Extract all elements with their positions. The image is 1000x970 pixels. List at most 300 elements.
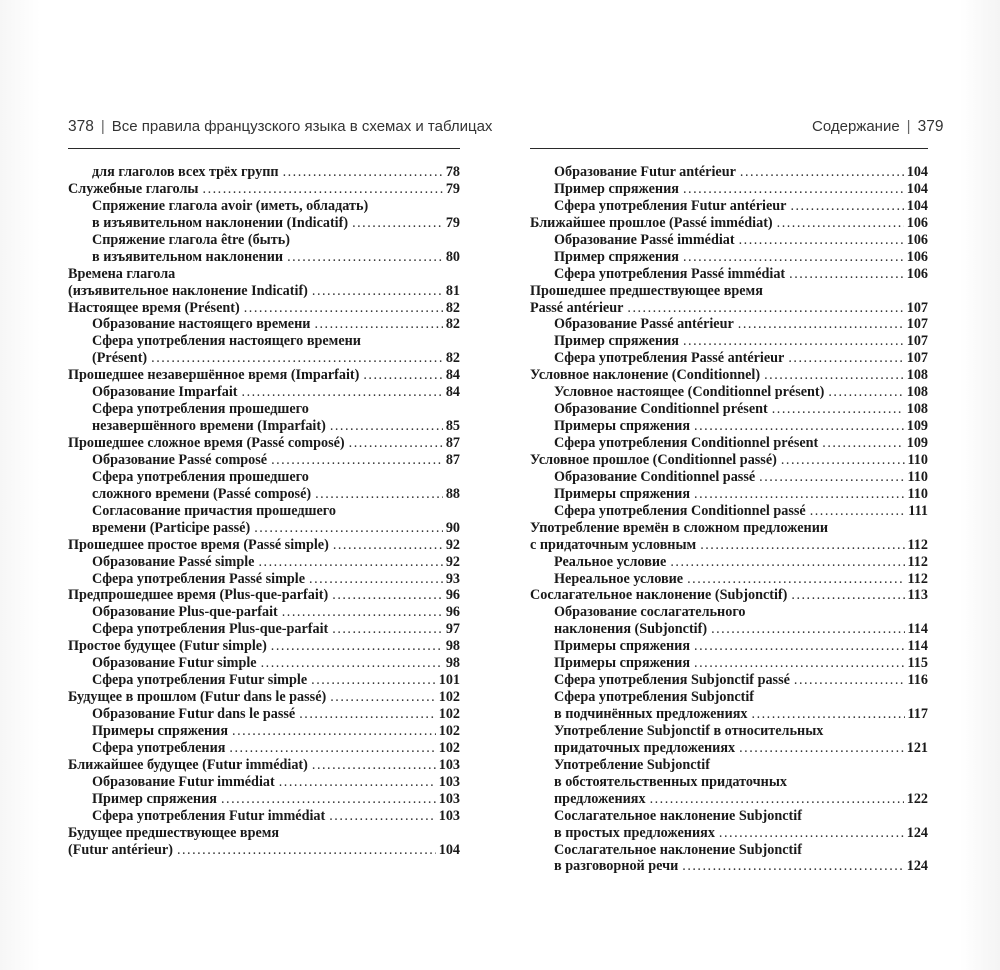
toc-entry-title: Образование сослагательного xyxy=(554,604,746,621)
toc-entry xyxy=(530,604,928,621)
toc-entry xyxy=(68,452,460,469)
toc-entry-page: 103 xyxy=(438,790,460,807)
toc-leader-dots xyxy=(790,198,903,215)
toc-entry xyxy=(530,350,928,367)
toc-entry xyxy=(68,757,460,774)
toc-entry-title: Сфера употребления Futur simple xyxy=(92,672,308,689)
toc-entry-title: Образование Passé composé xyxy=(92,451,268,468)
toc-leader-dots xyxy=(315,486,443,503)
toc-entry-page: 124 xyxy=(906,824,928,841)
toc-entry-page: 121 xyxy=(906,739,928,756)
toc-entry xyxy=(68,418,460,435)
toc-entry xyxy=(530,723,928,740)
toc-entry-title: в подчинённых предложениях xyxy=(554,706,748,722)
toc-leader-dots xyxy=(687,571,904,588)
toc-entry-title: Примеры спряжения xyxy=(554,418,691,435)
toc-leader-dots xyxy=(772,401,904,418)
toc-entry xyxy=(68,367,460,384)
toc-entry-title: Сослагательное наклонение (Subjonctif) xyxy=(530,587,788,604)
toc-entry-page: 102 xyxy=(438,689,460,706)
toc-entry xyxy=(530,689,928,706)
toc-entry-page: 80 xyxy=(445,248,460,265)
toc-entry xyxy=(68,554,460,571)
toc-entry-title: в простых предложениях xyxy=(554,824,715,841)
right-header-rule xyxy=(530,148,928,149)
toc-entry xyxy=(530,655,928,672)
toc-entry xyxy=(530,401,928,418)
toc-entry xyxy=(68,655,460,672)
toc-entry xyxy=(68,723,460,740)
toc-entry-title: (Futur antérieur) xyxy=(68,841,173,858)
toc-entry-page: 103 xyxy=(438,773,460,790)
header-separator: | xyxy=(100,118,105,135)
toc-entry xyxy=(68,621,460,638)
toc-entry-title: Образование настоящего времени xyxy=(92,316,311,333)
toc-entry-page: 96 xyxy=(445,587,460,604)
toc-entry-page: 115 xyxy=(907,655,928,672)
toc-entry xyxy=(530,757,928,774)
toc-leader-dots xyxy=(739,232,904,249)
toc-entry xyxy=(68,486,460,503)
toc-entry-page: 96 xyxy=(445,604,460,621)
toc-entry-page: 114 xyxy=(907,638,928,655)
toc-entry-title: Прошедшее незавершённое время (Imparfait) xyxy=(68,367,360,384)
toc-entry xyxy=(68,774,460,791)
toc-entry-page: 101 xyxy=(438,672,460,689)
toc-leader-dots xyxy=(777,215,904,232)
toc-entry xyxy=(68,537,460,554)
toc-leader-dots xyxy=(738,316,904,333)
toc-entry xyxy=(530,571,928,588)
toc-entry xyxy=(68,384,460,401)
toc-entry xyxy=(68,198,460,215)
toc-leader-dots xyxy=(694,486,904,503)
toc-entry-page: 104 xyxy=(438,841,460,858)
toc-entry-title: Образование Futur dans le passé xyxy=(92,706,296,722)
toc-entry xyxy=(68,249,460,266)
toc-entry-title: Сфера употребления Subjonctif xyxy=(554,689,755,706)
toc-entry xyxy=(68,825,460,842)
toc-entry-title: Образование Conditionnel présent xyxy=(554,401,768,418)
toc-entry-page: 92 xyxy=(445,536,460,553)
toc-entry xyxy=(530,638,928,655)
toc-entry-page: 107 xyxy=(906,350,928,367)
toc-leader-dots xyxy=(791,587,904,604)
toc-entry xyxy=(530,858,928,875)
toc-entry-title: Сфера употребления прошедшего xyxy=(92,401,309,418)
toc-entry-title: наклонения (Subjonctif) xyxy=(554,621,708,638)
toc-entry-title: Условное наклонение (Conditionnel) xyxy=(530,367,761,384)
toc-leader-dots xyxy=(329,808,435,825)
toc-entry-page: 98 xyxy=(445,655,460,672)
toc-entry-page: 82 xyxy=(445,316,460,333)
toc-leader-dots xyxy=(309,571,443,588)
toc-entry xyxy=(530,300,928,317)
toc-entry-page: 87 xyxy=(445,435,460,451)
toc-entry-title: Пример спряжения xyxy=(92,790,217,807)
toc-entry-title: (Présent) xyxy=(92,350,148,367)
toc-leader-dots xyxy=(330,689,436,706)
toc-entry-title: Предпрошедшее время (Plus-que-parfait) xyxy=(68,587,329,604)
toc-entry-page: 110 xyxy=(907,468,928,485)
toc-entry-page: 113 xyxy=(907,587,928,604)
toc-entry-title: в изъявительном наклонении xyxy=(92,248,284,265)
toc-entry xyxy=(68,401,460,418)
toc-entry xyxy=(530,520,928,537)
toc-leader-dots xyxy=(794,672,905,689)
toc-entry-title: Пример спряжения xyxy=(554,333,679,350)
toc-entry-title: Служебные глаголы xyxy=(68,180,199,197)
toc-entry-title: Образование Passé immédiat xyxy=(554,231,735,248)
toc-entry-page: 109 xyxy=(906,435,928,451)
toc-entry-page: 107 xyxy=(906,316,928,333)
toc-entry-title: Сфера употребления прошедшего xyxy=(92,468,309,485)
toc-entry-title: Сфера употребления Conditionnel présent xyxy=(554,435,819,451)
toc-entry-title: Будущее предшествующее время xyxy=(68,824,280,841)
toc-entry xyxy=(530,672,928,689)
toc-entry-page: 103 xyxy=(438,756,460,773)
toc-leader-dots xyxy=(694,638,904,655)
toc-entry-title: придаточных предложениях xyxy=(554,739,736,756)
toc-entry-title: Сфера употребления Passé simple xyxy=(92,570,306,587)
toc-entry-page: 84 xyxy=(445,367,460,384)
toc-entry-title: Сфера употребления Passé immédiat xyxy=(554,265,786,282)
toc-entry-page: 112 xyxy=(907,553,928,570)
toc-leader-dots xyxy=(349,435,443,452)
toc-entry-title: Примеры спряжения xyxy=(554,485,691,502)
toc-entry xyxy=(530,503,928,520)
toc-entry-title: Будущее в прошлом (Futur dans le passé) xyxy=(68,689,327,706)
toc-entry-title: Сфера употребления Futur immédiat xyxy=(92,807,326,824)
toc-entry xyxy=(530,418,928,435)
toc-leader-dots xyxy=(242,384,443,401)
toc-leader-dots xyxy=(670,554,904,571)
toc-entry xyxy=(530,266,928,283)
left-running-header xyxy=(68,118,492,140)
toc-entry xyxy=(68,503,460,520)
left-book-title: Все правила французского языка в схемах и таблицах xyxy=(111,118,493,135)
toc-leader-dots xyxy=(740,164,904,181)
toc-entry xyxy=(530,249,928,266)
toc-leader-dots xyxy=(810,503,906,520)
toc-entry xyxy=(530,774,928,791)
toc-entry-page: 104 xyxy=(906,180,928,197)
toc-leader-dots xyxy=(711,621,904,638)
toc-entry-page: 90 xyxy=(445,519,460,536)
toc-entry-title: Ближайшее прошлое (Passé immédiat) xyxy=(530,214,773,231)
toc-leader-dots xyxy=(781,452,905,469)
toc-entry-title: в изъявительном наклонении (Indicatif) xyxy=(92,214,349,231)
toc-entry xyxy=(68,740,460,757)
toc-entry-page: 108 xyxy=(906,384,928,401)
toc-entry-title: Согласование причастия прошедшего xyxy=(92,502,336,519)
toc-entry-title: Прошедшее сложное время (Passé composé) xyxy=(68,435,345,451)
toc-leader-dots xyxy=(352,215,443,232)
toc-entry-title: незавершённого времени (Imparfait) xyxy=(92,418,326,435)
toc-entry-page: 106 xyxy=(906,248,928,265)
toc-entry xyxy=(68,215,460,232)
toc-leader-dots xyxy=(739,740,904,757)
toc-entry xyxy=(530,791,928,808)
toc-leader-dots xyxy=(682,858,903,875)
toc-entry xyxy=(68,164,460,181)
toc-entry-title: Употребление Subjonctif xyxy=(554,756,710,773)
toc-entry-title: Образование Imparfait xyxy=(92,384,238,401)
toc-entry-title: Образование Futur simple xyxy=(92,655,257,672)
toc-leader-dots xyxy=(828,384,903,401)
toc-entry xyxy=(68,435,460,452)
toc-leader-dots xyxy=(764,367,904,384)
toc-entry-title: Спряжение глагола avoir (иметь, обладать) xyxy=(92,197,369,214)
toc-entry xyxy=(530,452,928,469)
toc-entry-page: 106 xyxy=(906,231,928,248)
toc-entry-title: времени (Participe passé) xyxy=(92,519,251,536)
right-section-title: Содержание xyxy=(812,118,900,135)
toc-entry xyxy=(530,164,928,181)
toc-leader-dots xyxy=(719,825,904,842)
toc-entry-title: Простое будущее (Futur simple) xyxy=(68,638,267,655)
toc-entry-title: Образование Plus-que-parfait xyxy=(92,604,278,621)
toc-entry xyxy=(530,384,928,401)
toc-entry xyxy=(530,740,928,757)
toc-entry xyxy=(530,333,928,350)
toc-entry-title: предложениях xyxy=(554,790,646,807)
toc-entry xyxy=(68,842,460,859)
toc-entry-page: 79 xyxy=(445,214,460,231)
toc-entry-title: Реальное условие xyxy=(554,553,667,570)
toc-entry xyxy=(530,215,928,232)
right-running-header xyxy=(812,118,943,140)
toc-entry-title: Пример спряжения xyxy=(554,180,679,197)
toc-entry-title: Нереальное условие xyxy=(554,570,684,587)
toc-entry-title: сложного времени (Passé composé) xyxy=(92,485,312,502)
toc-entry xyxy=(530,587,928,604)
toc-entry-page: 78 xyxy=(445,164,460,180)
toc-entry-title: Сфера употребления Plus-que-parfait xyxy=(92,621,329,638)
toc-entry xyxy=(530,469,928,486)
toc-entry-page: 114 xyxy=(907,621,928,638)
toc-leader-dots xyxy=(203,181,443,198)
toc-entry-title: Ближайшее будущее (Futur immédiat) xyxy=(68,756,308,773)
left-page-number: 378 xyxy=(68,118,94,135)
toc-entry-title: с придаточным условным xyxy=(530,536,697,553)
toc-entry-page: 122 xyxy=(906,790,928,807)
toc-leader-dots xyxy=(332,621,443,638)
toc-entry-page: 104 xyxy=(906,197,928,214)
toc-entry-title: Сфера употребления Futur antérieur xyxy=(554,197,787,214)
toc-entry-page: 108 xyxy=(906,401,928,418)
toc-entry xyxy=(68,316,460,333)
toc-entry-page: 111 xyxy=(908,502,928,519)
toc-entry-title: Употребление времён в сложном предложении xyxy=(530,519,829,536)
toc-entry xyxy=(68,706,460,723)
toc-leader-dots xyxy=(683,181,904,198)
toc-leader-dots xyxy=(261,655,443,672)
toc-leader-dots xyxy=(271,638,443,655)
toc-entry-title: Настоящее время (Présent) xyxy=(68,299,240,316)
toc-leader-dots xyxy=(700,537,904,554)
toc-entry-page: 81 xyxy=(445,282,460,299)
toc-entry xyxy=(68,689,460,706)
toc-leader-dots xyxy=(627,300,903,317)
toc-entry-page: 87 xyxy=(445,451,460,468)
toc-leader-dots xyxy=(221,791,436,808)
toc-leader-dots xyxy=(311,672,436,689)
left-header-rule xyxy=(68,148,460,149)
toc-entry-page: 106 xyxy=(906,265,928,282)
toc-leader-dots xyxy=(177,842,436,859)
toc-entry-page: 124 xyxy=(906,858,928,875)
toc-entry-page: 82 xyxy=(445,299,460,316)
toc-entry-title: Сфера употребления настоящего времени xyxy=(92,333,361,350)
toc-entry-page: 117 xyxy=(907,706,928,722)
toc-entry xyxy=(68,300,460,317)
right-toc-list xyxy=(530,164,928,875)
header-separator: | xyxy=(906,118,911,135)
toc-entry-title: Образование Futur antérieur xyxy=(554,164,736,180)
toc-leader-dots xyxy=(282,604,443,621)
toc-leader-dots xyxy=(232,723,436,740)
toc-entry-title: Образование Passé antérieur xyxy=(554,316,734,333)
toc-entry-title: (изъявительное наклонение Indicatif) xyxy=(68,282,308,299)
toc-entry xyxy=(530,181,928,198)
toc-leader-dots xyxy=(694,418,904,435)
toc-leader-dots xyxy=(752,706,905,723)
toc-leader-dots xyxy=(314,316,442,333)
toc-entry-page: 97 xyxy=(445,621,460,638)
toc-entry-page: 109 xyxy=(906,418,928,435)
toc-leader-dots xyxy=(151,350,443,367)
toc-entry xyxy=(530,825,928,842)
toc-entry xyxy=(530,808,928,825)
toc-entry-page: 79 xyxy=(445,180,460,197)
toc-entry-title: Сослагательное наклонение Subjonctif xyxy=(554,807,802,824)
toc-leader-dots xyxy=(229,740,435,757)
toc-entry xyxy=(68,283,460,300)
toc-entry-page: 85 xyxy=(445,418,460,435)
toc-entry xyxy=(68,350,460,367)
toc-entry xyxy=(530,621,928,638)
toc-entry-title: Употребление Subjonctif в относительных xyxy=(554,722,824,739)
toc-entry xyxy=(68,604,460,621)
toc-entry-page: 106 xyxy=(906,214,928,231)
toc-entry-title: Сослагательное наклонение Subjonctif xyxy=(554,841,802,858)
toc-leader-dots xyxy=(244,300,443,317)
toc-entry-title: Сфера употребления Subjonctif passé xyxy=(554,672,790,689)
toc-entry-page: 116 xyxy=(907,672,928,689)
toc-entry-title: Прошедшее простое время (Passé simple) xyxy=(68,536,329,553)
toc-leader-dots xyxy=(788,350,903,367)
toc-entry-title: Образование Futur immédiat xyxy=(92,773,275,790)
toc-leader-dots xyxy=(283,164,443,181)
toc-entry-title: Сфера употребления Conditionnel passé xyxy=(554,502,806,519)
toc-entry xyxy=(530,283,928,300)
toc-entry-title: Сфера употребления xyxy=(92,739,226,756)
toc-entry xyxy=(530,232,928,249)
toc-entry-title: Образование Conditionnel passé xyxy=(554,468,756,485)
toc-entry-title: для глаголов всех трёх групп xyxy=(92,164,279,180)
toc-entry-page: 102 xyxy=(438,739,460,756)
toc-leader-dots xyxy=(650,791,904,808)
toc-entry-title: Условное прошлое (Conditionnel passé) xyxy=(530,451,777,468)
toc-entry xyxy=(68,791,460,808)
toc-entry xyxy=(530,842,928,859)
toc-entry xyxy=(530,316,928,333)
toc-entry-page: 88 xyxy=(445,485,460,502)
toc-leader-dots xyxy=(789,266,904,283)
toc-entry xyxy=(68,333,460,350)
toc-entry-title: Сфера употребления Passé antérieur xyxy=(554,350,785,367)
left-toc-list xyxy=(68,164,460,858)
right-page-number: 379 xyxy=(917,118,944,135)
toc-entry-title: Примеры спряжения xyxy=(92,722,229,739)
toc-entry xyxy=(530,435,928,452)
toc-leader-dots xyxy=(330,418,443,435)
toc-leader-dots xyxy=(258,554,442,571)
toc-entry-title: Прошедшее предшествующее время xyxy=(530,282,763,299)
toc-leader-dots xyxy=(333,537,443,554)
toc-leader-dots xyxy=(312,757,436,774)
toc-leader-dots xyxy=(683,249,904,266)
toc-entry xyxy=(530,486,928,503)
toc-leader-dots xyxy=(254,520,443,537)
toc-entry-title: Примеры спряжения xyxy=(554,655,691,672)
toc-leader-dots xyxy=(299,706,435,723)
toc-entry-page: 103 xyxy=(438,807,460,824)
toc-leader-dots xyxy=(363,367,442,384)
toc-entry xyxy=(68,266,460,283)
toc-entry xyxy=(68,520,460,537)
toc-entry-page: 108 xyxy=(906,367,928,384)
toc-entry xyxy=(68,672,460,689)
toc-entry-title: Образование Passé simple xyxy=(92,553,255,570)
toc-leader-dots xyxy=(271,452,443,469)
toc-entry-title: в обстоятельственных придаточных xyxy=(554,773,787,790)
toc-entry-page: 107 xyxy=(906,299,928,316)
toc-entry xyxy=(68,638,460,655)
toc-entry-page: 112 xyxy=(907,570,928,587)
toc-entry xyxy=(68,181,460,198)
toc-entry-title: Примеры спряжения xyxy=(554,638,691,655)
toc-leader-dots xyxy=(694,655,904,672)
toc-entry-page: 110 xyxy=(907,451,928,468)
toc-leader-dots xyxy=(279,774,436,791)
toc-entry-title: Passé antérieur xyxy=(530,299,624,316)
toc-entry-page: 110 xyxy=(907,485,928,502)
toc-entry xyxy=(68,808,460,825)
toc-entry xyxy=(530,554,928,571)
toc-entry-page: 84 xyxy=(445,384,460,401)
toc-entry-page: 102 xyxy=(438,722,460,739)
toc-leader-dots xyxy=(312,283,443,300)
toc-leader-dots xyxy=(822,435,903,452)
toc-entry-page: 92 xyxy=(445,553,460,570)
toc-entry xyxy=(530,367,928,384)
toc-entry xyxy=(530,198,928,215)
toc-leader-dots xyxy=(759,469,904,486)
toc-entry-page: 98 xyxy=(445,638,460,655)
toc-leader-dots xyxy=(683,333,904,350)
toc-entry-title: Условное настоящее (Conditionnel présent) xyxy=(554,384,825,401)
toc-entry-page: 82 xyxy=(445,350,460,367)
toc-entry xyxy=(68,571,460,588)
toc-entry xyxy=(68,587,460,604)
toc-entry-title: Спряжение глагола être (быть) xyxy=(92,231,290,248)
toc-entry-title: Времена глагола xyxy=(68,265,176,282)
toc-entry-title: в разговорной речи xyxy=(554,858,679,875)
toc-entry-page: 102 xyxy=(438,706,460,722)
toc-leader-dots xyxy=(287,249,443,266)
